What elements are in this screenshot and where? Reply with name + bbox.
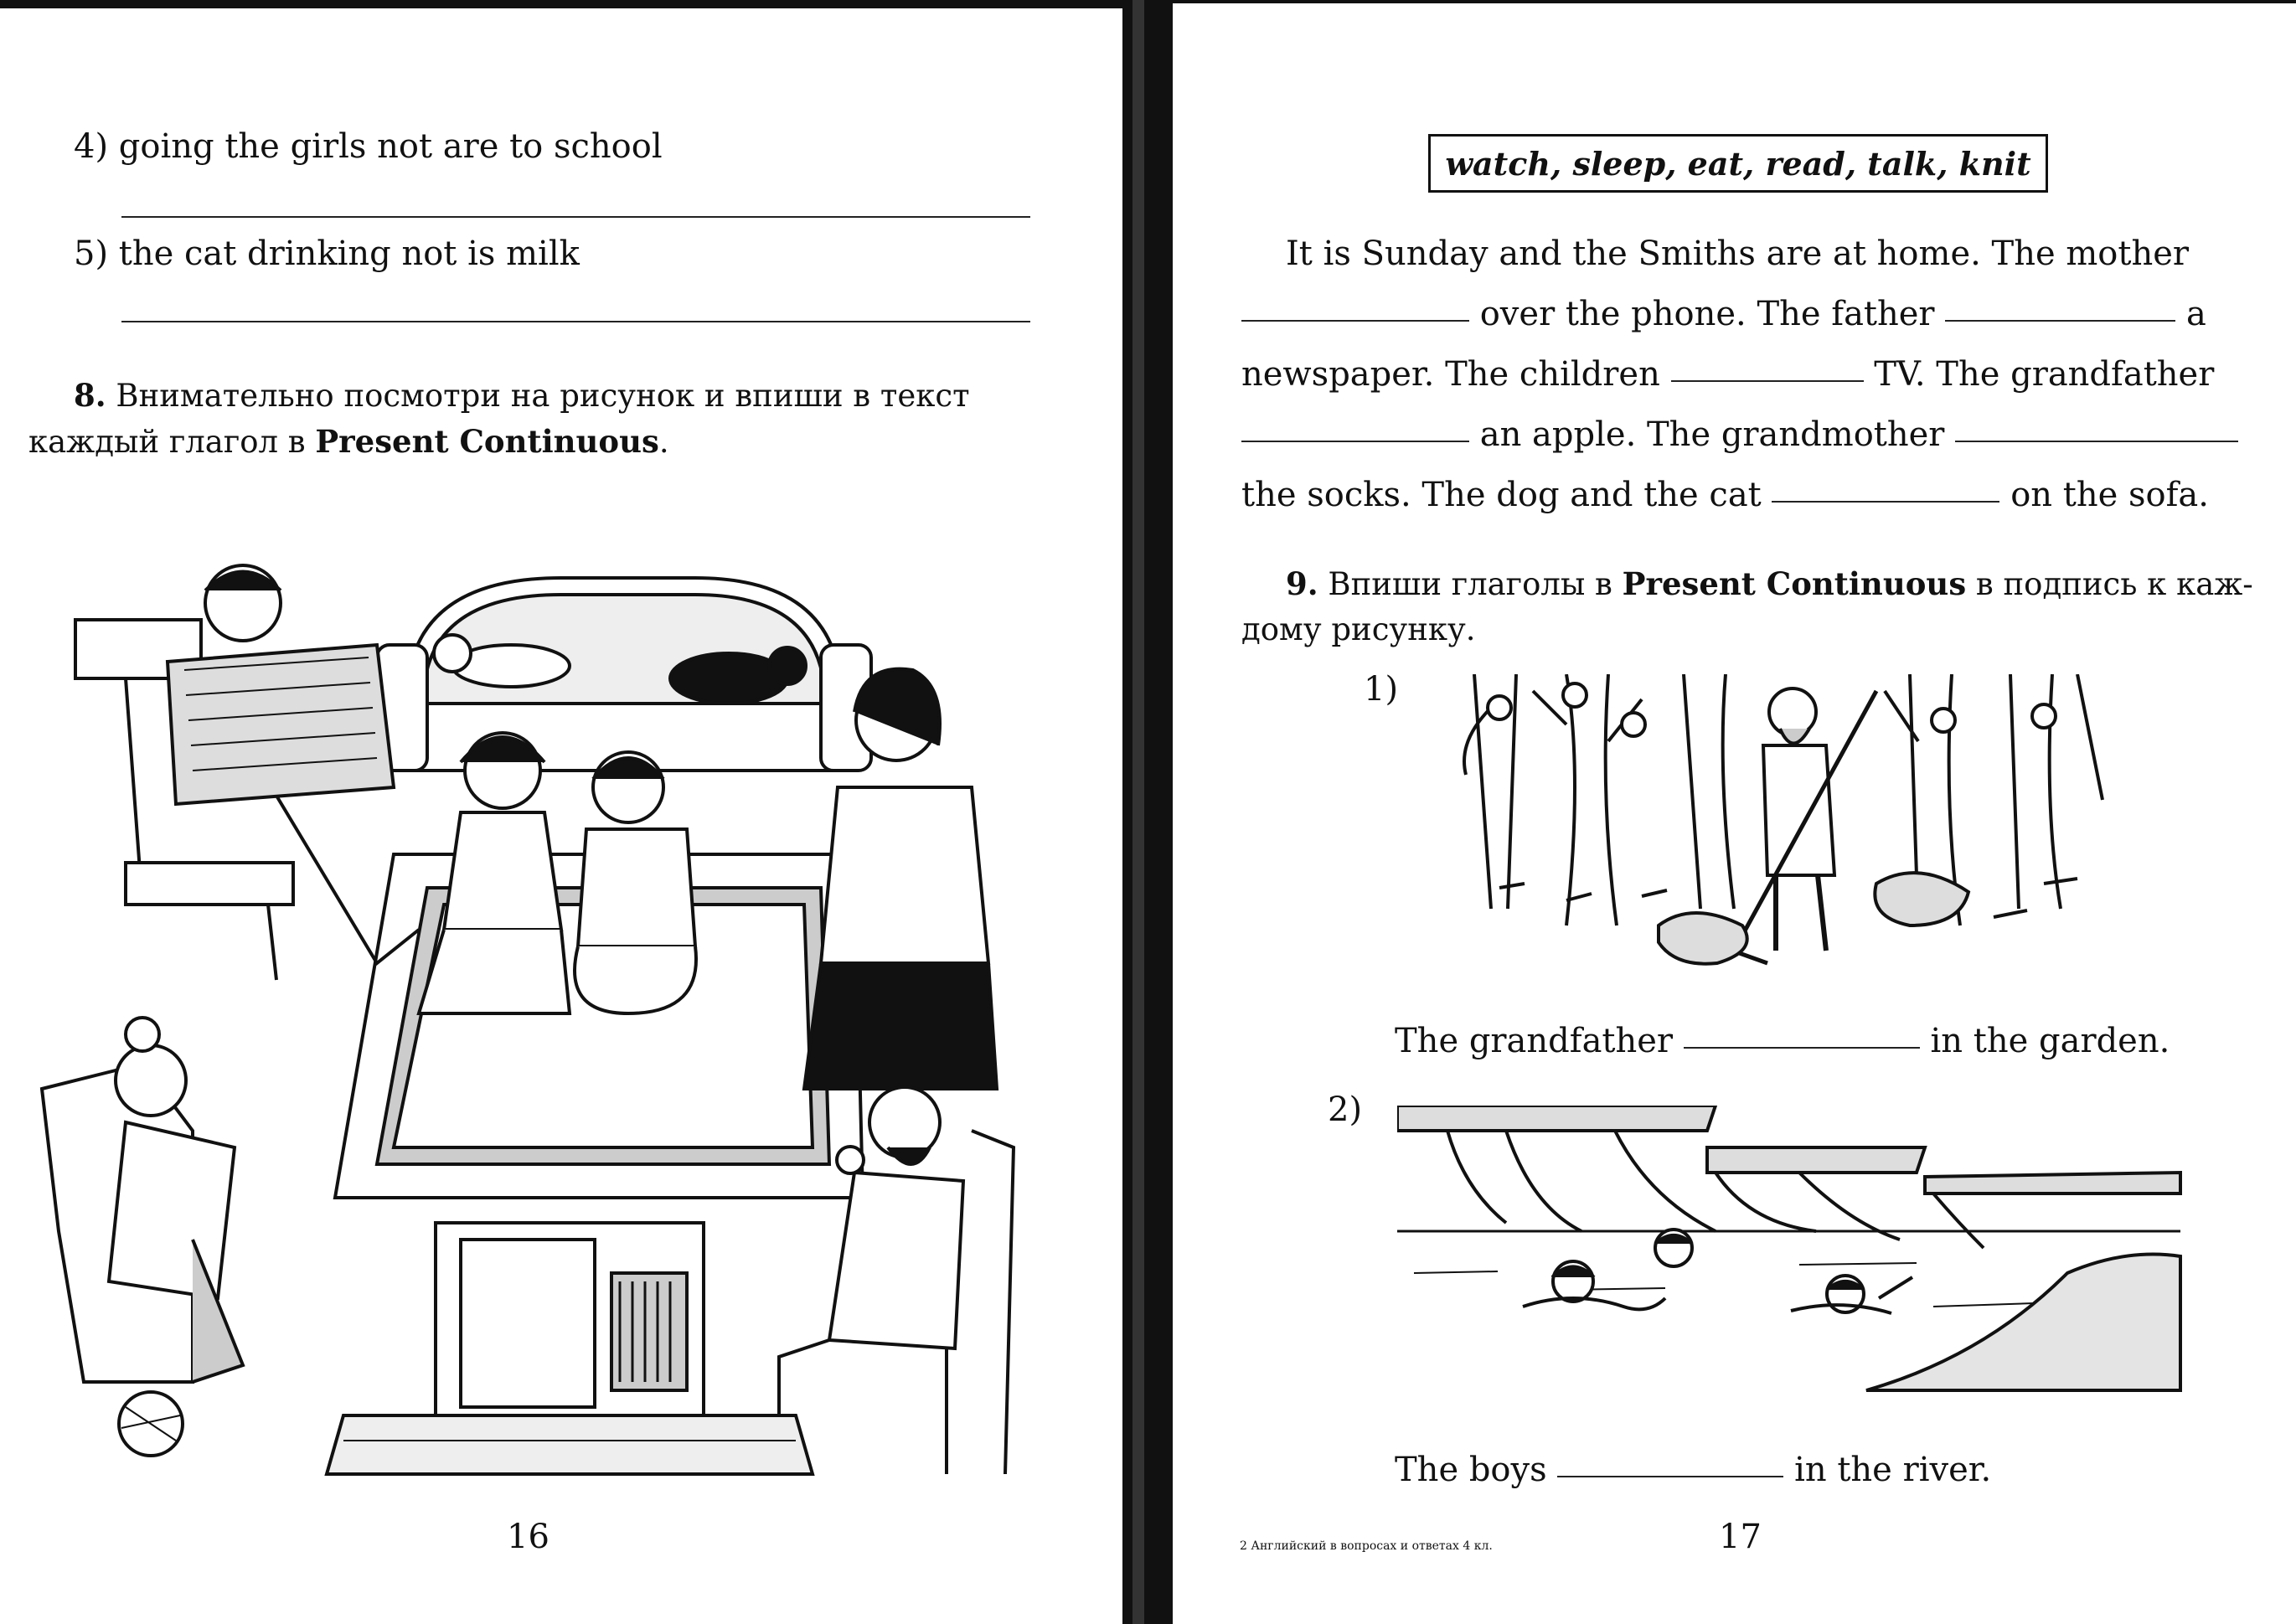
task-number: 8.: [74, 377, 106, 414]
story-text: a: [2186, 295, 2206, 333]
task-term: Present Continuous: [315, 423, 659, 460]
story-line-1: [1286, 235, 2189, 273]
story-text: the socks. The dog and the cat: [1241, 476, 1762, 514]
story-text: on the sofa.: [2010, 476, 2209, 514]
story-text: It is Sunday and the Smiths are at home. The mother: [1286, 235, 2190, 273]
caption-text: The grandfather: [1395, 1022, 1674, 1060]
story-line-4: [1241, 415, 2238, 454]
footnote: 2 Английский в вопросах и ответах 4 кл.: [1240, 1539, 1493, 1553]
blank-dog-cat[interactable]: [1772, 501, 1999, 503]
picture-1-number: 1): [1364, 670, 1399, 709]
book-spine: [1122, 0, 1173, 1624]
story-line-3: [1241, 355, 2214, 394]
task-text: в подпись к каж-: [1966, 566, 2253, 602]
item-text: the cat drinking not is milk: [118, 235, 580, 273]
item-number: 4): [74, 127, 109, 166]
story-text: TV. The grandfather: [1874, 355, 2215, 394]
story-text: an apple. The grandmother: [1479, 415, 1945, 454]
caption-text: The boys: [1395, 1451, 1547, 1489]
blank-father[interactable]: [1945, 320, 2175, 322]
scan-top-edge-right: [1173, 0, 2296, 3]
picture-2-number: 2): [1328, 1090, 1363, 1129]
boys-swimming-river-illustration: [1397, 1106, 2185, 1407]
task-9-line-2: [1241, 611, 1476, 647]
task-8-line-1: [74, 377, 970, 414]
exercise-item-5: [74, 235, 580, 273]
page-number-left: 16: [507, 1518, 549, 1556]
picture-1-caption: [1395, 1022, 2170, 1060]
grandfather-raking-garden-illustration: [1441, 674, 2136, 992]
task-8-line-2: [28, 423, 669, 460]
story-line-5: [1241, 476, 2209, 514]
task-text: каждый глагол в: [28, 424, 316, 460]
task-text: Внимательно посмотри на рисунок и впиши в текст: [116, 378, 970, 414]
left-page: [0, 0, 1122, 1624]
item-number: 5): [74, 235, 109, 273]
story-text: over the phone. The father: [1479, 295, 1935, 333]
task-text: Впиши глаголы в: [1328, 566, 1623, 602]
page-number-right: 17: [1719, 1518, 1762, 1556]
answer-line-4[interactable]: [121, 216, 1030, 218]
caption-text: in the river.: [1794, 1451, 1992, 1489]
task-9-line-1: [1286, 565, 2253, 602]
story-line-2: [1241, 295, 2206, 333]
item-text: going the girls not are to school: [118, 127, 663, 166]
task-punct: .: [658, 424, 669, 460]
blank-caption-1[interactable]: [1684, 1047, 1920, 1049]
blank-grandmother[interactable]: [1955, 441, 2238, 442]
caption-text: in the garden.: [1930, 1022, 2170, 1060]
answer-line-5[interactable]: [121, 321, 1030, 322]
verb-list-box: watch, sleep, eat, read, talk, knit: [1428, 134, 2048, 193]
picture-2-caption: [1395, 1451, 1991, 1489]
task-term: Present Continuous: [1622, 565, 1967, 602]
blank-caption-2[interactable]: [1557, 1476, 1783, 1477]
blank-grandfather[interactable]: [1241, 441, 1469, 442]
family-living-room-illustration: [25, 544, 1030, 1482]
task-number: 9.: [1286, 565, 1318, 602]
exercise-item-4: [74, 127, 663, 166]
story-text: newspaper. The children: [1241, 355, 1660, 394]
blank-mother[interactable]: [1241, 320, 1469, 322]
blank-children[interactable]: [1671, 380, 1864, 382]
book-spine-shadow: [1133, 0, 1144, 1624]
task-text: дому рисунку.: [1241, 611, 1476, 647]
